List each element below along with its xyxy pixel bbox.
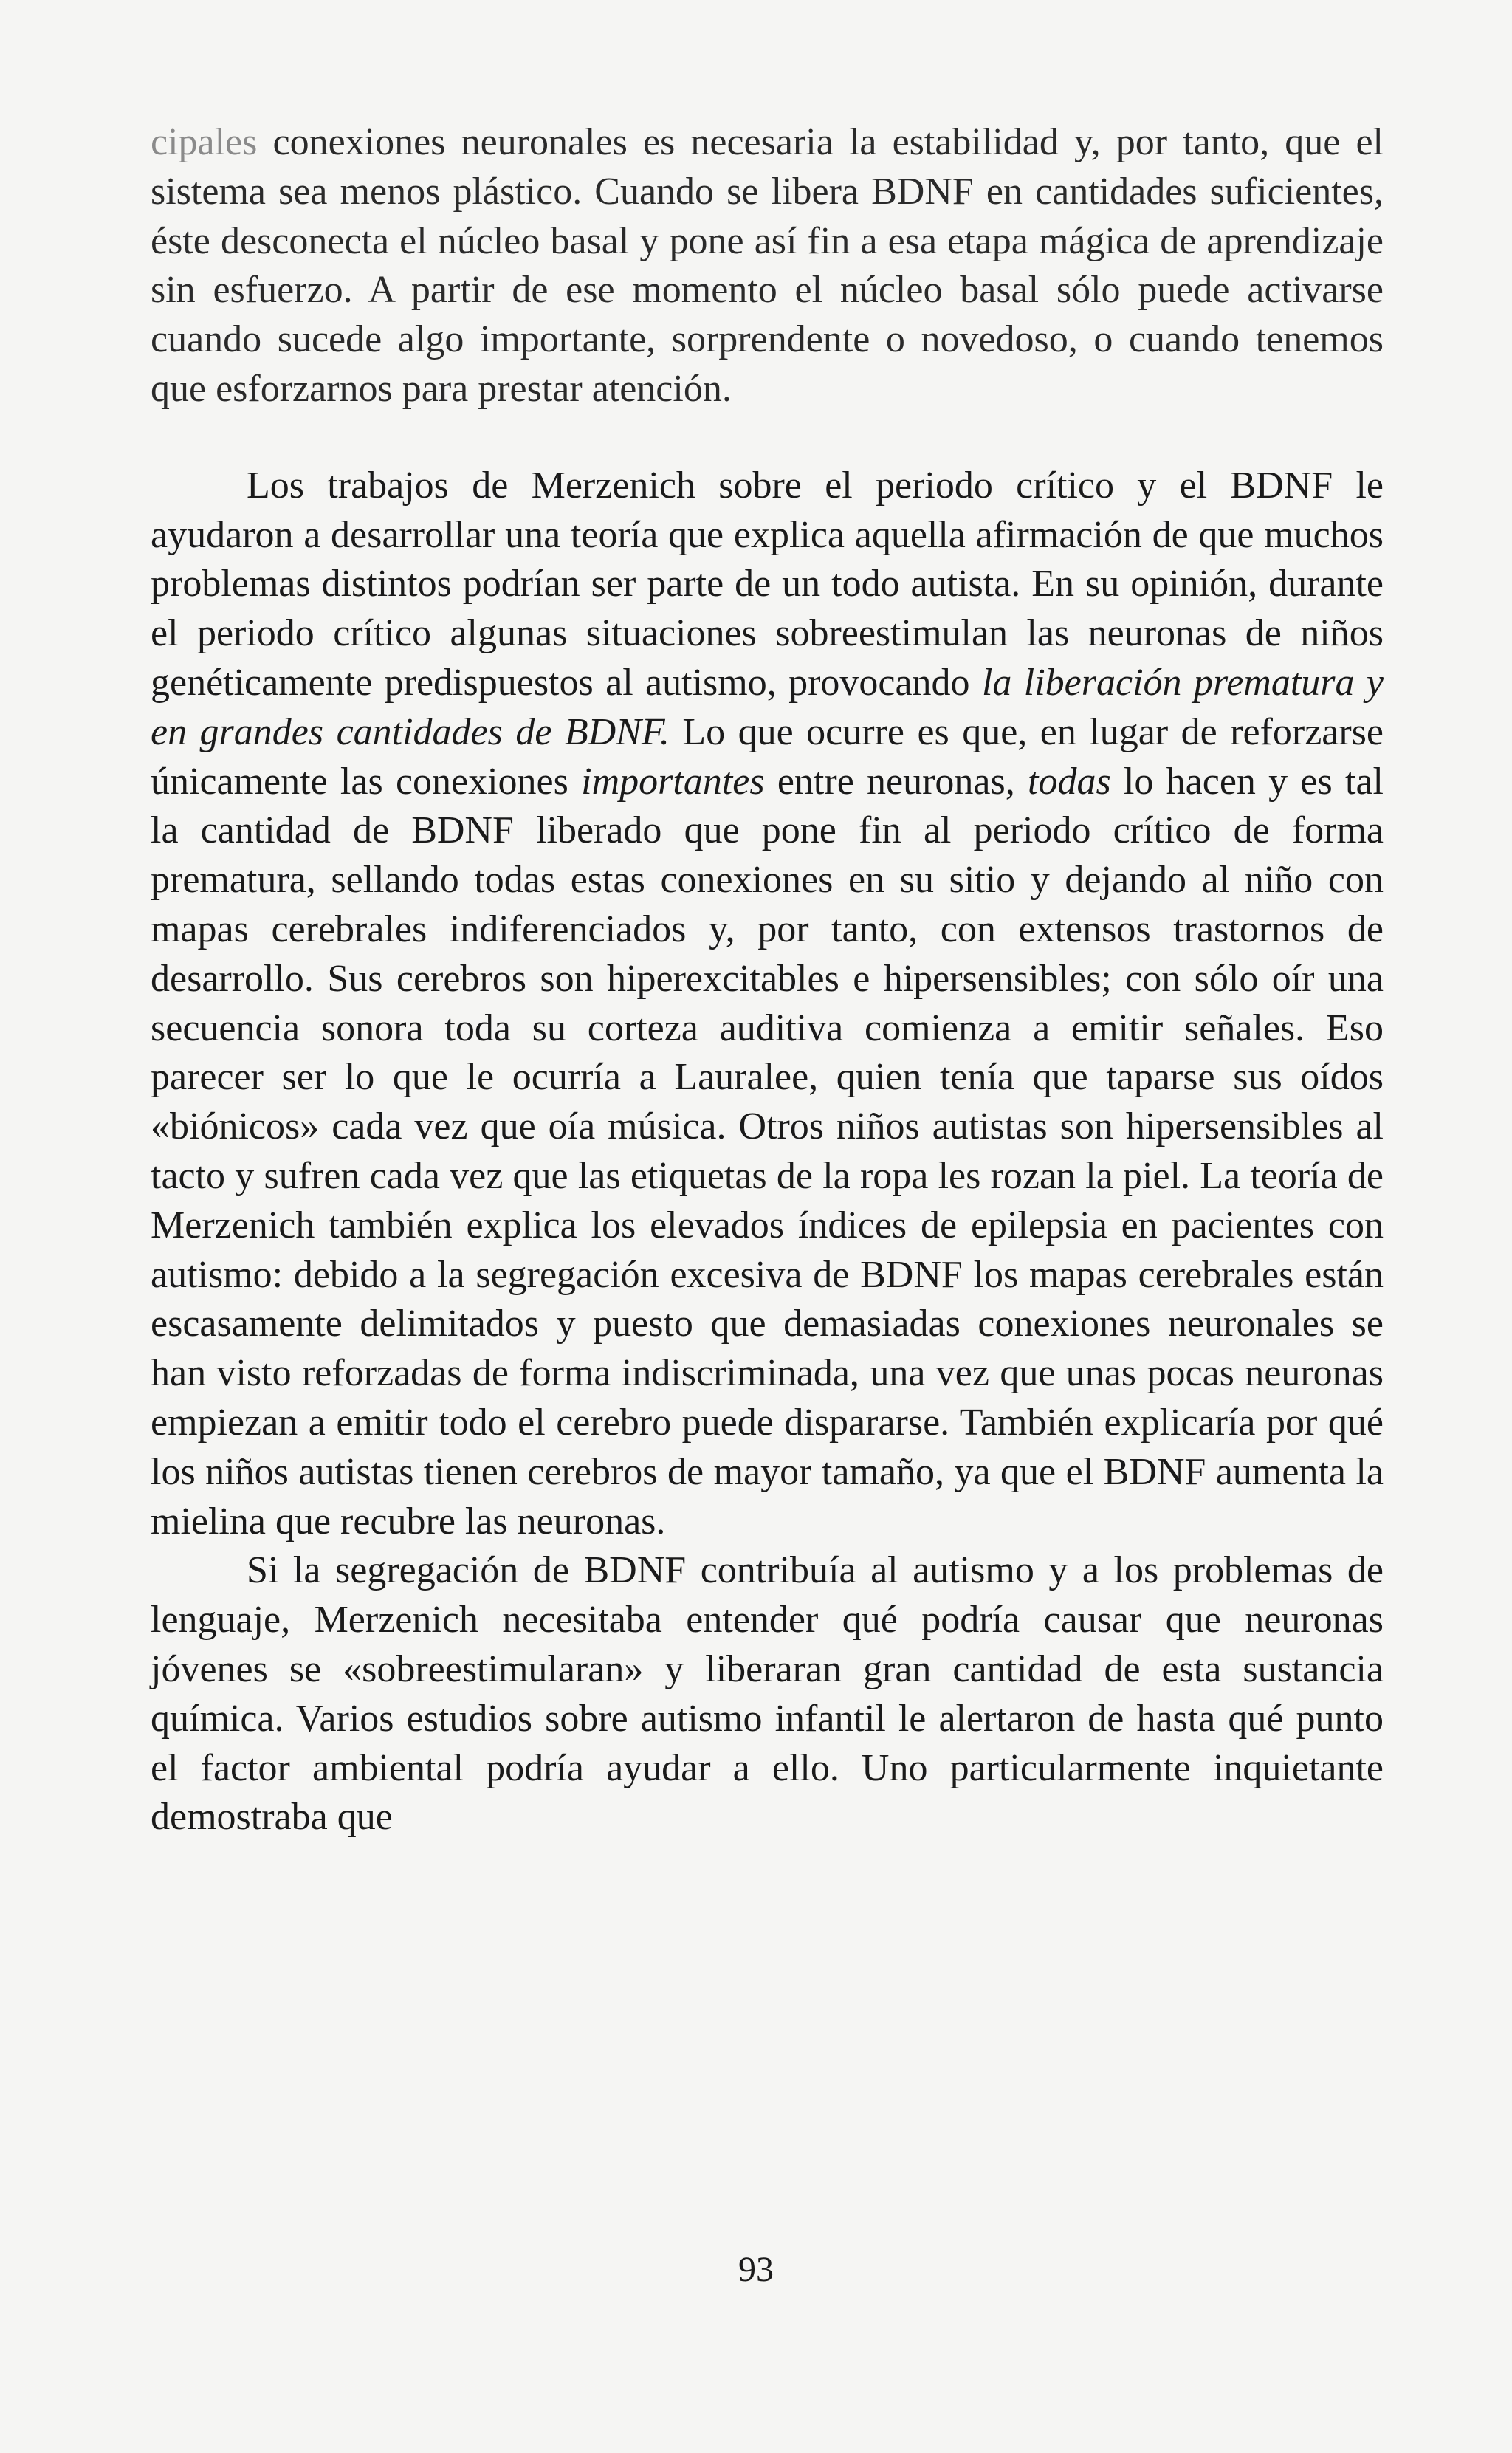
faded-word: cipales [151, 121, 273, 163]
paragraph-gap [151, 414, 1384, 462]
emphasis-bdnf-release: la liberación prematura y en grandes cantidades de BDNF. [151, 661, 1384, 753]
body-text [151, 118, 1384, 1842]
page-number: 93 [738, 2250, 774, 2289]
paragraph-bdnf-segregation [151, 1546, 1384, 1842]
paragraph-2-text-4: lo hacen y es tal la cantidad de BDNF liberado que pone fin al periodo crítico de forma prematura, sellando todas estas conexiones en su sitio y dejando al niño con mapas cerebrales indiferenciados y, por tanto, con extensos trastornos de desarrollo. Sus cerebros son hiperexcitables e hipersensibles; con sólo oír una secuencia sonora toda su corteza auditiva comienza a emitir señales. Eso parecer ser lo que le ocurría a Lauralee, quien tenía que taparse sus oídos «biónicos» cada vez que oía música. Otros niños autistas son hipersensibles al tacto y sufren cada vez que las etiquetas de la ropa les rozan la piel. La teoría de Merzenich también explica los elevados índices de epilepsia en pacientes con autismo: debido a la segregación excesiva de BDNF los mapas cerebrales están escasamente delimitados y puesto que demasiadas conexiones neuronales se han visto reforzadas de forma indiscriminada, una vez que unas pocas neuronas empiezan a emitir todo el cerebro puede dispararse. También explicaría por qué los niños autistas tienen cerebros de mayor tamaño, ya que el BDNF aumenta la mielina que recubre las neuronas. [151, 760, 1384, 1543]
paragraph-2-text-3: entre neuronas, [764, 760, 1028, 803]
paragraph-2-text-1: Los trabajos de Merzenich sobre el periodo crítico y el BDNF le ayudaron a desarrollar una teoría que explica aquella afirmación de que muchos problemas distintos podrían ser parte de un todo autista. En su opinión, durante el periodo crítico algunas situaciones sobreestimulan las neuronas de niños genéticamente predispuestos al autismo, provocando [151, 464, 1384, 704]
emphasis-todas: todas [1028, 760, 1111, 803]
paragraph-continued [151, 118, 1384, 414]
paragraph-2-text-2: Lo que ocurre es que, en lugar de reforzarse únicamente las conexiones [151, 710, 1384, 803]
paragraph-3-text: Si la segregación de BDNF contribuía al autismo y a los problemas de lenguaje, Merzenich necesitaba entender qué podría causar que neuronas jóvenes se «sobreestimularan» y liberaran gran cantidad de esta sustancia química. Varios estudios sobre autismo infantil le alertaron de hasta qué punto el factor ambiental podría ayudar a ello. Uno particularmente inquietante demostraba que [151, 1549, 1384, 1839]
paragraph-merzenich-theory [151, 462, 1384, 1547]
paragraph-1-text: conexiones neuronales es necesaria la estabilidad y, por tanto, que el sistema sea menos plástico. Cuando se libera BDNF en cantidades suficientes, éste desconecta el núcleo basal y pone así fin a esa etapa mágica de aprendizaje sin esfuerzo. A partir de ese momento el núcleo basal sólo puede activarse cuando sucede algo importante, sorprendente o novedoso, o cuando tenemos que esforzarnos para prestar atención. [151, 121, 1384, 410]
emphasis-importantes: importantes [581, 760, 765, 803]
